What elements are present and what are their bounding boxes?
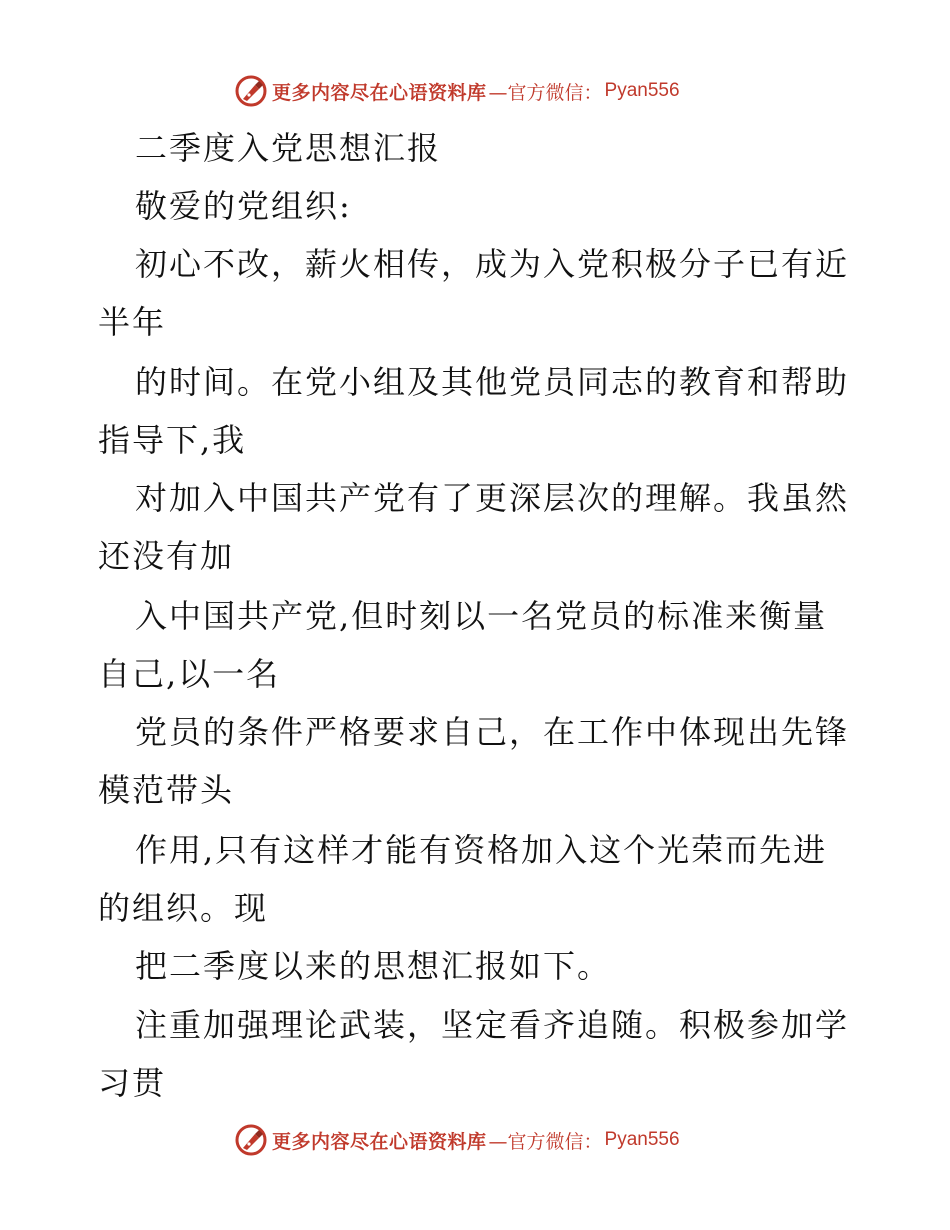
paragraph-line: 模范带头 <box>98 771 235 809</box>
watermark-brand: 更多内容尽在心语资料库 <box>272 81 487 104</box>
paragraph-line: 的时间。在党小组及其他党员同志的教育和帮助 <box>135 363 850 401</box>
paragraph-line: 注重加强理论武装，坚定看齐追随。积极参加学 <box>135 1006 850 1044</box>
paragraph-line: 半年 <box>98 303 167 341</box>
paragraph-line: 习贯 <box>98 1064 167 1102</box>
paragraph-line: 党员的条件严格要求自己，在工作中体现出先锋 <box>135 713 850 751</box>
watermark-separator: —官方微信： <box>488 81 603 104</box>
footer-watermark <box>234 1122 680 1158</box>
paragraph-line: 的组织。现 <box>98 889 269 927</box>
paragraph-line: 作用,只有这样才能有资格加入这个光荣而先进 <box>135 831 828 869</box>
watermark-separator: —官方微信： <box>488 1130 603 1153</box>
paragraph-line: 还没有加 <box>98 537 235 575</box>
paragraph-line: 初心不改，薪火相传，成为入党积极分子已有近 <box>135 245 850 283</box>
paragraph-line: 指导下,我 <box>98 421 247 459</box>
document-title: 二季度入党思想汇报 <box>135 129 442 167</box>
paragraph-line: 把二季度以来的思想汇报如下。 <box>135 947 612 985</box>
pen-nib-circle-icon <box>234 74 268 108</box>
paragraph-line: 自己,以一名 <box>98 655 281 693</box>
pen-nib-circle-icon <box>234 1123 268 1157</box>
paragraph-line: 对加入中国共产党有了更深层次的理解。我虽然 <box>135 479 850 517</box>
watermark-wechat-id: Pyan556 <box>604 80 680 101</box>
watermark-brand: 更多内容尽在心语资料库 <box>272 1130 487 1153</box>
watermark-wechat-id: Pyan556 <box>604 1129 680 1150</box>
salutation: 敬爱的党组织: <box>135 187 352 225</box>
paragraph-line: 入中国共产党,但时刻以一名党员的标准来衡量 <box>135 597 828 635</box>
header-watermark <box>234 73 680 109</box>
